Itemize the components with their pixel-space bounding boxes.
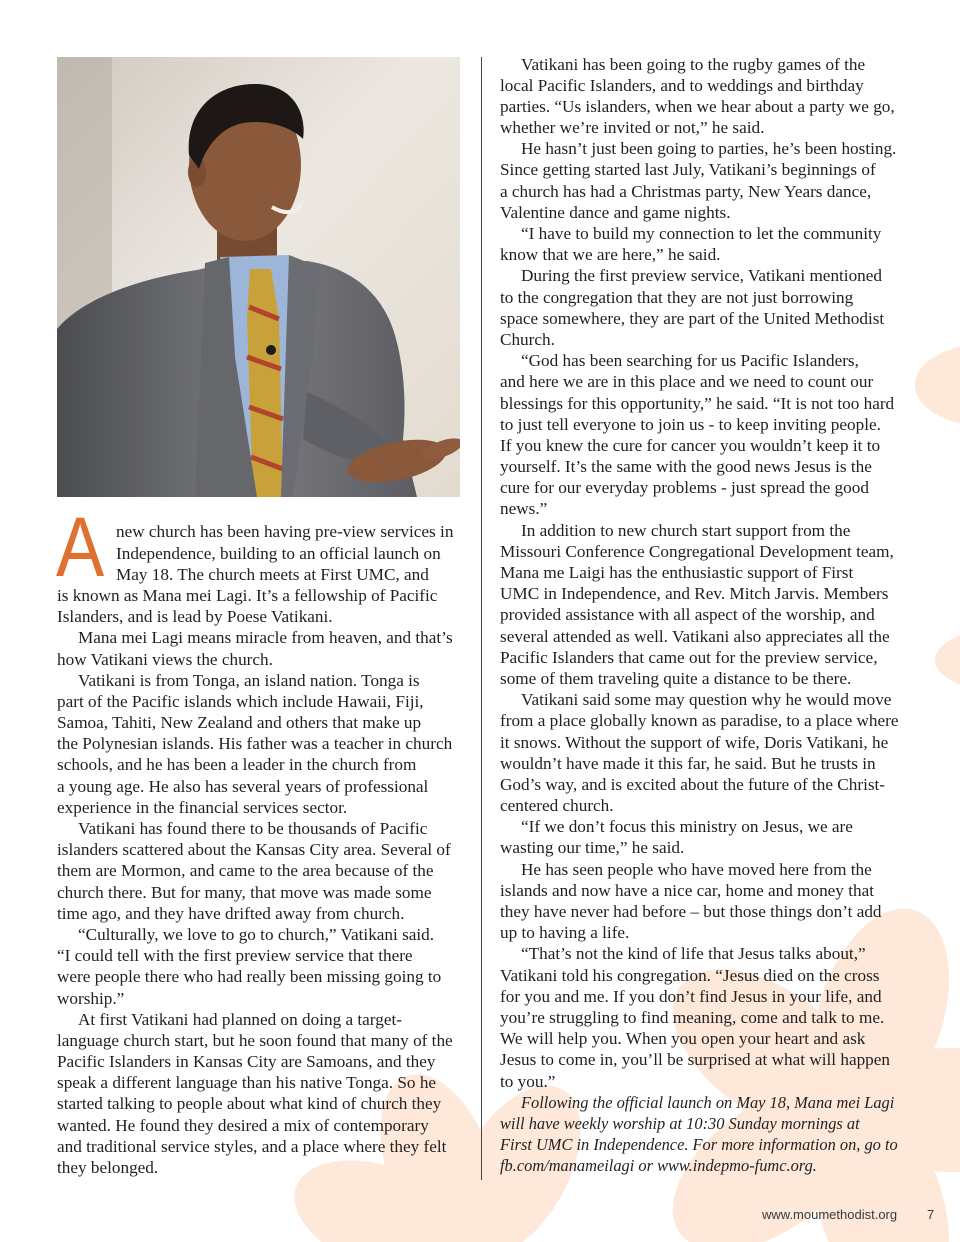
paragraph — [500, 350, 920, 520]
paragraph — [57, 818, 472, 924]
text-line: and traditional service styles, and a place where they felt — [57, 1136, 447, 1156]
text-line: you’re struggling to find meaning, come and talk to me. — [500, 1007, 885, 1027]
text-line: local Pacific Islanders, and to weddings and birthday — [500, 75, 864, 95]
text-line: up to having a life. — [500, 923, 630, 943]
text-line: space somewhere, they are part of the United Methodist — [500, 308, 885, 328]
text-line: Vatikani is from Tonga, an island nation. Tonga is — [78, 670, 420, 690]
text-line: will have weekly worship at 10:30 Sunday mornings at — [500, 1113, 860, 1133]
text-line: “I could tell with the first preview service that there — [57, 946, 413, 966]
text-line: islands and now have a nice car, home and money that — [500, 880, 874, 900]
text-line: how Vatikani views the church. — [57, 649, 273, 669]
text-line: Vatikani has found there to be thousands of Pacific — [78, 819, 428, 839]
lead-paragraph — [57, 521, 472, 627]
paragraph — [500, 859, 920, 944]
text-line: new church has been having pre-view services in — [116, 522, 454, 542]
text-line: wanted. He found they desired a mix of contemporary — [57, 1115, 429, 1135]
text-line: Pacific Islanders in Kansas City are Samoans, and they — [57, 1052, 436, 1072]
text-line: We will help you. When you open your heart and ask — [500, 1029, 866, 1049]
text-line: UMC in Independence, and Rev. Mitch Jarvis. Members — [500, 584, 889, 604]
text-line: know that we are here,” he said. — [500, 245, 721, 265]
text-line: centered church. — [500, 796, 614, 816]
text-line: whether we’re invited or not,” he said. — [500, 118, 765, 138]
text-line: to just tell everyone to join us - to keep inviting people. — [500, 414, 881, 434]
text-line: “I have to build my connection to let the community — [521, 224, 882, 243]
paragraph — [500, 265, 920, 350]
text-line: During the first preview service, Vatikani mentioned — [521, 266, 882, 286]
text-line: God’s way, and is excited about the future of the Christ- — [500, 774, 886, 794]
text-line: were people there who had really been missing going to — [57, 967, 442, 987]
text-line: Mana me Laigi has the enthusiastic support of First — [500, 563, 854, 582]
paragraph — [500, 816, 920, 858]
paragraph — [500, 54, 920, 139]
left-column — [56, 500, 472, 1178]
text-line: language church start, but he soon found that many of the — [57, 1030, 453, 1050]
portrait-image — [57, 57, 460, 497]
text-line: blessings for this opportunity,” he said. “It is not too hard — [500, 393, 895, 413]
text-line: they have never had before – but those things don’t add — [500, 902, 882, 921]
paragraph — [57, 924, 472, 1009]
text-line: and here we are in this place and we need to count our — [500, 372, 874, 392]
text-line: Pacific Islanders that came out for the preview service, — [500, 647, 878, 667]
paragraph — [500, 138, 920, 223]
text-line: fb.com/manameilagi or www.indepmo-fumc.org. — [500, 1156, 817, 1176]
closing-note — [500, 1092, 920, 1177]
paragraph — [500, 520, 920, 690]
text-line: to the congregation that they are not just borrowing — [500, 287, 854, 307]
petal-tips-edge — [915, 343, 960, 690]
text-line: speak a different language than his native Tonga. So he — [57, 1073, 437, 1093]
text-line: time ago, and they have drifted away from church. — [57, 903, 405, 923]
text-line: Church. — [500, 329, 555, 349]
text-line: wouldn’t have made it this far, he said. But he trusts in — [500, 753, 876, 773]
text-line: part of the Pacific islands which include Hawaii, Fiji, — [57, 691, 424, 711]
text-line: Vatikani said some may question why he would move — [521, 690, 892, 710]
text-line: to you.” — [500, 1071, 556, 1091]
text-line: At first Vatikani had planned on doing a target- — [78, 1009, 402, 1029]
text-line: islanders scattered about the Kansas City area. Several of — [57, 840, 451, 860]
text-line: they belonged. — [57, 1158, 159, 1178]
page-number: 7 — [927, 1207, 935, 1222]
text-line: cure for our everyday problems - just spread the good — [500, 478, 869, 498]
article-photo — [57, 57, 460, 497]
text-line: some of them traveling quite a distance to be there. — [500, 668, 852, 688]
text-line: Missouri Conference Congregational Development team, — [500, 541, 894, 561]
text-line: schools, and he has been a leader in the church from — [57, 755, 417, 775]
text-line: wasting our time,” he said. — [500, 838, 685, 858]
text-line: church there. But for many, that move was made some — [57, 882, 432, 902]
right-column — [500, 54, 920, 1177]
text-line: Jesus to come in, you’ll be surprised at what will happen — [500, 1050, 890, 1070]
text-line: “If we don’t focus this ministry on Jesus, we are — [521, 817, 853, 837]
paragraph — [57, 627, 472, 669]
text-line: First UMC in Independence. For more information on, go to — [500, 1135, 898, 1155]
text-line: started talking to people about what kind of church they — [57, 1094, 442, 1114]
text-line: Vatikani has been going to the rugby games of the — [521, 54, 866, 74]
text-line: Vatikani told his congregation. “Jesus died on the cross — [500, 965, 880, 985]
text-line: yourself. It’s the same with the good news Jesus is the — [500, 457, 872, 477]
paragraph — [57, 670, 472, 818]
text-line: parties. “Us islanders, when we hear about a party we go, — [500, 96, 895, 116]
text-line: provided assistance with all aspect of the worship, and — [500, 605, 875, 625]
footer-website: www.moumethodist.org — [762, 1207, 898, 1222]
text-line: In addition to new church start support from the — [521, 520, 851, 540]
text-line: worship.” — [57, 988, 125, 1008]
paragraph — [57, 1009, 472, 1179]
text-line: Valentine dance and game nights. — [500, 202, 731, 222]
text-line: He hasn’t just been going to parties, he’s been hosting. — [521, 139, 897, 159]
text-line: Samoa, Tahiti, New Zealand and others that make up — [57, 713, 422, 733]
text-line: a church has had a Christmas party, New Years dance, — [500, 181, 872, 201]
text-line: it snows. Without the support of wife, Doris Vatikani, he — [500, 732, 889, 752]
text-line: “Culturally, we love to go to church,” Vatikani said. — [78, 924, 435, 944]
text-line: If you knew the cure for cancer you wouldn’t keep it to — [500, 435, 881, 455]
drop-cap: A — [56, 500, 105, 595]
text-line: news.” — [500, 499, 548, 519]
column-divider — [481, 57, 482, 1180]
text-line: them are Mormon, and came to the area because of the — [57, 861, 434, 881]
text-line: Since getting started last July, Vatikani’s beginnings of — [500, 160, 876, 180]
text-line: for you and me. If you don’t find Jesus in your life, and — [500, 986, 882, 1006]
text-line: experience in the financial services sector. — [57, 797, 348, 817]
text-line: “That’s not the kind of life that Jesus talks about,” — [521, 944, 866, 964]
text-line: Following the official launch on May 18, Mana mei Lagi — [521, 1092, 895, 1112]
text-line: several attended as well. Vatikani also appreciates all the — [500, 626, 890, 646]
text-line: the Polynesian islands. His father was a teacher in church — [57, 734, 453, 754]
paragraph — [500, 943, 920, 1091]
text-line: from a place globally known as paradise, to a place where — [500, 711, 899, 731]
text-line: “God has been searching for us Pacific Islanders, — [521, 351, 859, 371]
text-line: May 18. The church meets at First UMC, and — [116, 564, 429, 584]
paragraph — [500, 689, 920, 816]
paragraph — [500, 223, 920, 265]
text-line: Islanders, and is lead by Poese Vatikani. — [57, 607, 333, 627]
text-line: is known as Mana mei Lagi. It’s a fellowship of Pacific — [57, 585, 438, 605]
text-line: Mana mei Lagi means miracle from heaven, and that’s — [78, 628, 453, 648]
text-line: Independence, building to an official launch on — [116, 543, 441, 563]
text-line: a young age. He also has several years of professional — [57, 776, 429, 796]
text-line: He has seen people who have moved here from the — [521, 859, 872, 879]
